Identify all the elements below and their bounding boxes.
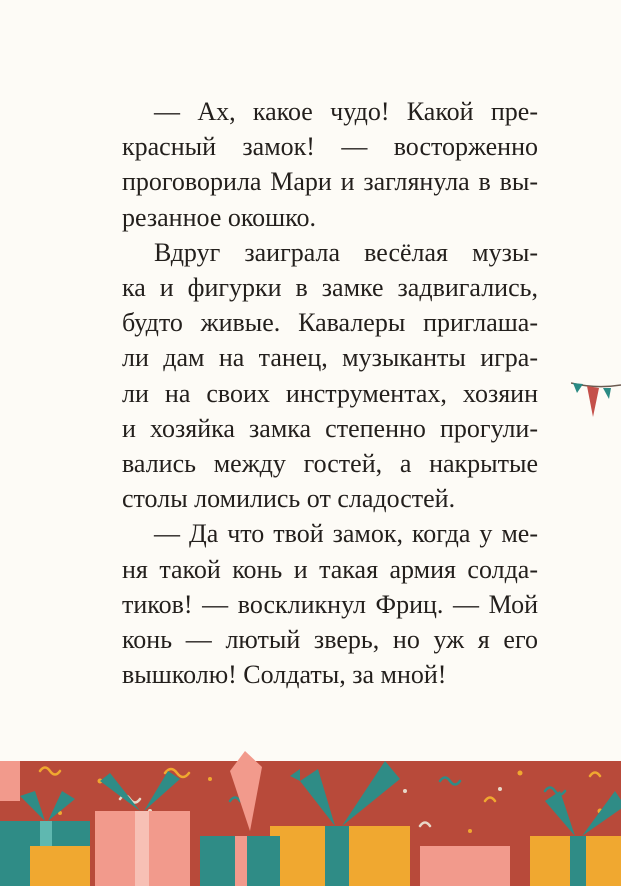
- text-line: ка и фигурки в замке задвигались,: [122, 273, 538, 303]
- bunting-flag-icon: [571, 375, 621, 435]
- text-line: конь — лютый зверь, но уж я его: [122, 625, 538, 655]
- text-line: Вдруг заиграла весёлая музы-: [154, 237, 538, 267]
- story-text: [122, 94, 538, 692]
- text-line: резанное окошко.: [122, 202, 316, 232]
- text-line: ли дам на танец, музыканты игра-: [122, 343, 538, 373]
- text-line: и хозяйка замка степенно прогули-: [122, 413, 538, 443]
- text-line: проговорила Мари и заглянула в вы-: [122, 167, 538, 197]
- text-line: будто живые. Кавалеры приглаша-: [122, 308, 538, 338]
- text-line: — Ах, какое чудо! Какой пре-: [154, 97, 538, 126]
- paragraph-1: [122, 94, 538, 235]
- paragraph-3: [122, 516, 538, 692]
- text-line: вышколю! Солдаты, за мной!: [122, 660, 447, 690]
- text-line: ня такой конь и такая армия солда-: [122, 554, 538, 584]
- text-line: — Да что твой замок, когда у ме-: [154, 519, 538, 549]
- text-line: вались между гостей, а накрытые: [122, 449, 538, 479]
- text-line: красный замок! — восторженно: [122, 132, 538, 162]
- gift-boxes-illustration: [0, 741, 621, 886]
- text-line: тиков! — воскликнул Фриц. — Мой: [122, 589, 538, 619]
- text-line: ли на своих инструментах, хозяин: [122, 378, 538, 408]
- text-line: столы ломились от сладостей.: [122, 484, 456, 514]
- paragraph-2: [122, 235, 538, 517]
